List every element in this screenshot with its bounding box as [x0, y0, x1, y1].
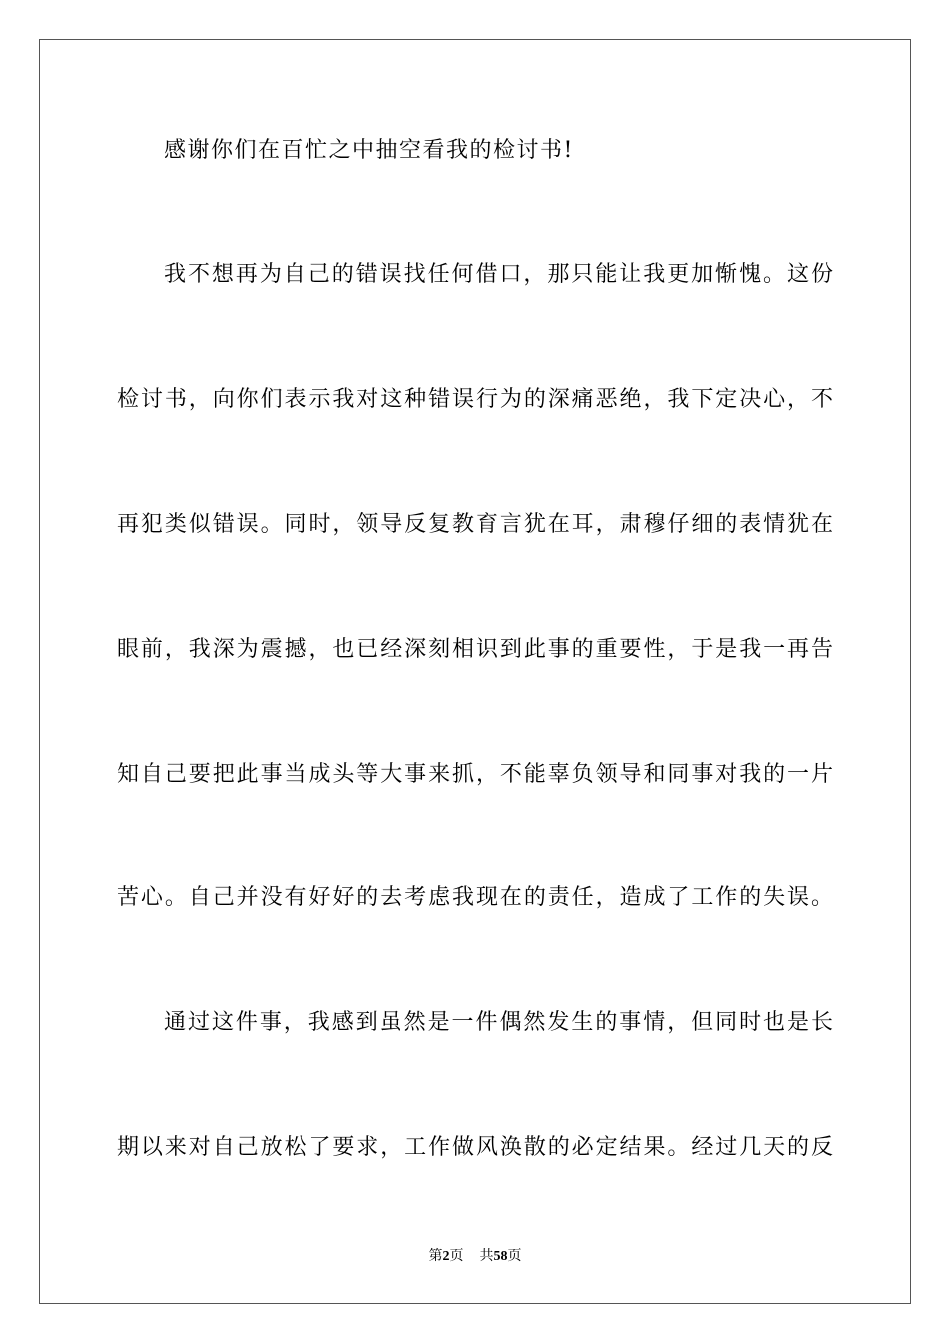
footer-page-number: 2 — [442, 1249, 450, 1264]
page-border — [39, 39, 911, 1304]
paragraph-line-4: 再犯类似错误。同时，领导反复教育言犹在耳，肃穆仔细的表情犹在 — [117, 512, 833, 537]
footer-total-pages: 58 — [493, 1249, 508, 1264]
page-footer — [0, 1246, 950, 1267]
footer-page-suffix: 页 — [449, 1248, 464, 1264]
paragraph-line-3: 检讨书，向你们表示我对这种错误行为的深痛恶绝，我下定决心，不 — [117, 387, 833, 412]
footer-page-prefix: 第 — [428, 1248, 443, 1264]
paragraph-line-5: 眼前，我深为震撼，也已经深刻相识到此事的重要性，于是我一再告 — [117, 637, 833, 662]
paragraph-line-2: 我不想再为自己的错误找任何借口，那只能让我更加惭愧。这份 — [164, 262, 833, 287]
footer-total-suffix: 页 — [507, 1248, 522, 1264]
paragraph-line-1: 感谢你们在百忙之中抽空看我的检讨书! — [164, 138, 574, 163]
paragraph-line-7: 苦心。自己并没有好好的去考虑我现在的责任，造成了工作的失误。 — [117, 885, 833, 910]
paragraph-line-9: 期以来对自己放松了要求，工作做风涣散的必定结果。经过几天的反 — [117, 1135, 833, 1160]
footer-total-prefix: 共 — [479, 1248, 494, 1264]
paragraph-line-8: 通过这件事，我感到虽然是一件偶然发生的事情，但同时也是长 — [164, 1010, 833, 1035]
paragraph-line-6: 知自己要把此事当成头等大事来抓，不能辜负领导和同事对我的一片 — [117, 762, 833, 787]
